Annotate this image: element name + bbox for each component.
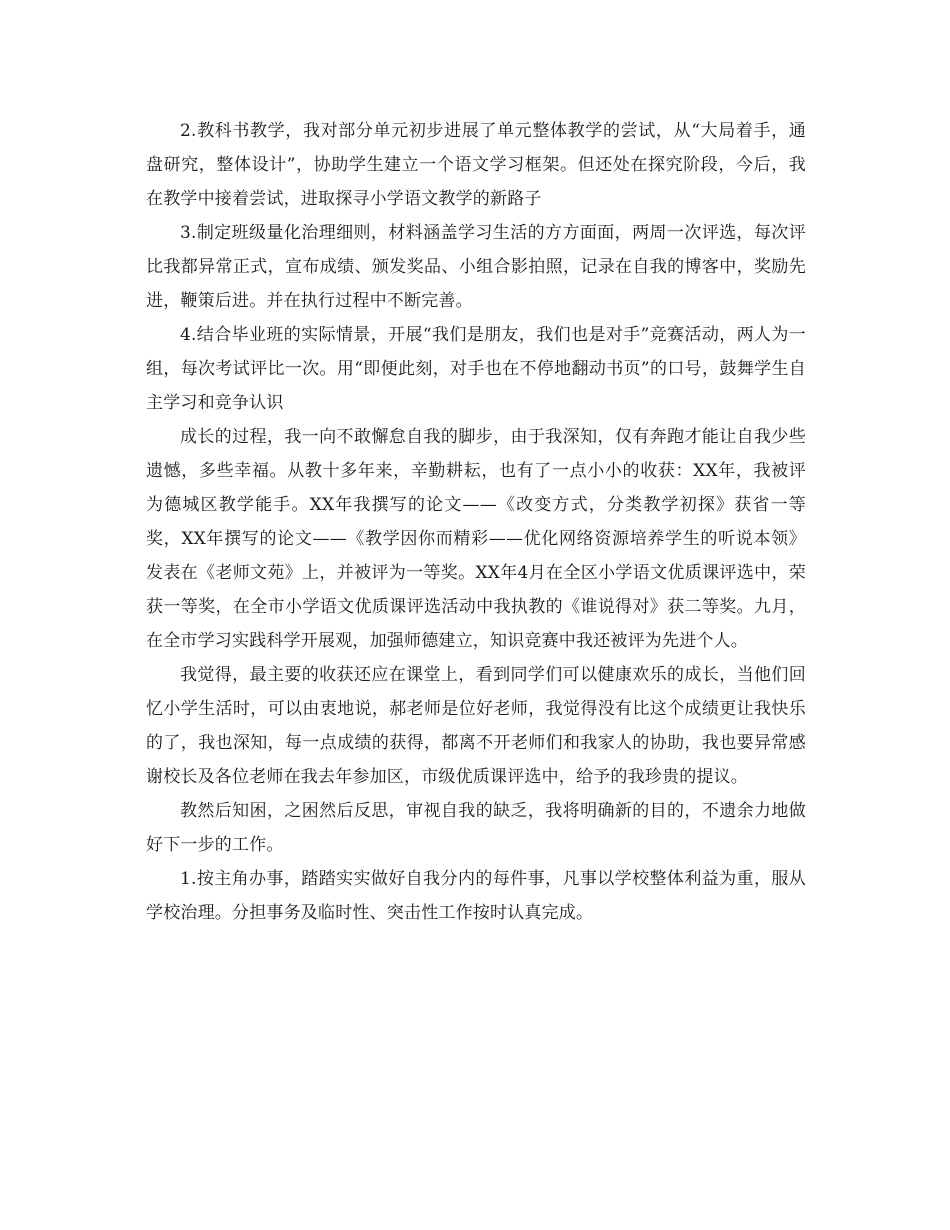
paragraph-item-3: 3.制定班级量化治理细则，材料涵盖学习生活的方方面面，两周一次评选，每次评比我都异常正式，宣布成绩、颁发奖品、小组合影拍照，记录在自我的博客中，奖励先进，鞭策后进。并在执行过程中不断完善。 [146, 223, 806, 311]
paragraph-item-2: 2.教科书教学，我对部分单元初步进展了单元整体教学的尝试，从“大局着手，通盘研究，整体设计”，协助学生建立一个语文学习框架。但还处在探究阶段，今后，我在教学中接着尝试，进取探寻小学语文教学的新路子 [146, 121, 806, 209]
paragraph-item-4: 4.结合毕业班的实际情景，开展“我们是朋友，我们也是对手”竞赛活动，两人为一组，每次考试评比一次。用“即便此刻，对手也在不停地翻动书页”的口号，鼓舞学生自主学习和竞争认识 [146, 325, 806, 413]
paragraph-harvest: 我觉得，最主要的收获还应在课堂上，看到同学们可以健康欢乐的成长，当他们回忆小学生活时，可以由衷地说，郝老师是位好老师，我觉得没有比这个成绩更让我快乐的了，我也深知，每一点成绩的获得，都离不开老师们和我家人的协助，我也要异常感谢校长及各位老师在我去年参加区，市级优质课评选中，给予的我珍贵的提议。 [146, 665, 806, 787]
paragraph-growth: 成长的过程，我一向不敢懈怠自我的脚步，由于我深知，仅有奔跑才能让自我少些遗憾，多些幸福。从教十多年来，辛勤耕耘，也有了一点小小的收获：XX年，我被评为德城区教学能手。XX年我撰写的论文——《改变方式，分类教学初探》获省一等奖，XX年撰写的论文——《教学因你而精彩——优化网络资源培养学生的听说本领》发表在《老师文苑》上，并被评为一等奖。XX年4月在全区小学语文优质课评选中，荣获一等奖，在全市小学语文优质课评选活动中我执教的《谁说得对》获二等奖。九月，在全市学习实践科学开展观，加强师德建立，知识竞赛中我还被评为先进个人。 [146, 427, 806, 651]
paragraph-reflection: 教然后知困，之困然后反思，审视自我的缺乏，我将明确新的目的，不遗余力地做好下一步的工作。 [146, 801, 806, 855]
document-body [146, 114, 806, 930]
paragraph-item-1: 1.按主角办事，踏踏实实做好自我分内的每件事，凡事以学校整体利益为重，服从学校治理。分担事务及临时性、突击性工作按时认真完成。 [146, 869, 806, 923]
